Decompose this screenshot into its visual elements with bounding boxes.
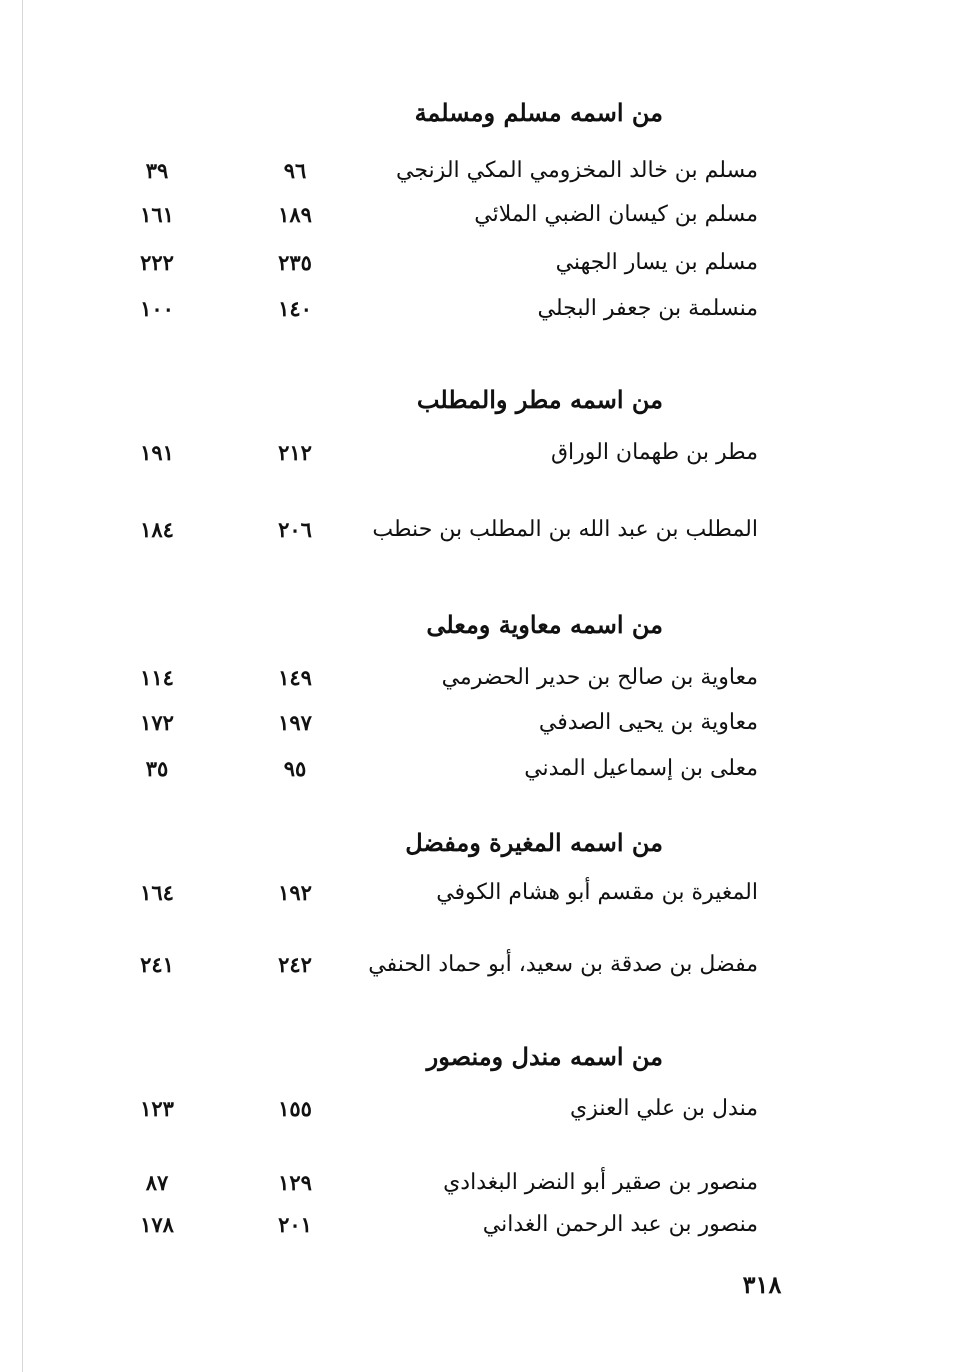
section-heading: من اسمه مندل ومنصور [426, 1042, 663, 1071]
section-heading: من اسمه معاوية ومعلى [426, 610, 663, 639]
entry-name: منسلمة بن جعفر البجلي [537, 296, 758, 321]
entry-name: معلى بن إسماعيل المدني [524, 756, 758, 781]
section-heading: من اسمه مطر والمطلب [416, 385, 663, 414]
index-entry [0, 440, 953, 474]
entry-name: منصور بن عبد الرحمن الغداني [482, 1212, 758, 1237]
entry-ref-primary: ٢٤٢ [278, 952, 312, 977]
entry-name: مسلم بن يسار الجهني [555, 250, 758, 275]
entry-name: مطر بن طهمان الوراق [550, 440, 758, 465]
entry-name: مفضل بن صدقة بن سعيد، أبو حماد الحنفي [368, 952, 758, 977]
entry-ref-secondary: ١١٤ [140, 665, 174, 690]
index-entry [0, 952, 953, 986]
entry-ref-secondary: ١٨٤ [140, 517, 174, 542]
index-entry [0, 756, 953, 790]
entry-ref-secondary: ١٩١ [140, 440, 174, 465]
entry-ref-secondary: ٣٥ [145, 756, 169, 781]
entry-ref-secondary: ١٠٠ [140, 296, 174, 321]
entry-ref-primary: ٢٠٦ [278, 517, 312, 542]
entry-name: مسلم بن خالد المخزومي المكي الزنجي [396, 158, 758, 183]
index-entry [0, 665, 953, 699]
entry-ref-primary: ٢٠١ [278, 1212, 312, 1237]
entry-ref-primary: ١٩٢ [278, 880, 312, 905]
index-entry [0, 1096, 953, 1130]
entry-ref-secondary: ٢٤١ [140, 952, 174, 977]
entry-ref-secondary: ١٧٨ [140, 1212, 174, 1237]
index-entry [0, 880, 953, 914]
index-entry [0, 710, 953, 744]
entry-ref-primary: ٩٦ [283, 158, 307, 183]
entry-ref-primary: ١٥٥ [278, 1096, 312, 1121]
entry-name: مسلم بن كيسان الضبي الملائي [474, 202, 758, 227]
entry-name: معاوية بن يحيى الصدفي [538, 710, 758, 735]
page-number: ٣١٨ [742, 1270, 782, 1299]
index-entry [0, 1212, 953, 1246]
entry-ref-secondary: ١٦١ [140, 202, 174, 227]
entry-ref-primary: ١٤٠ [278, 296, 312, 321]
entry-ref-primary: ٩٥ [283, 756, 307, 781]
index-entry [0, 202, 953, 236]
entry-name: المغيرة بن مقسم أبو هشام الكوفي [436, 880, 758, 905]
index-entry [0, 517, 953, 551]
entry-ref-secondary: ١٢٣ [140, 1096, 174, 1121]
entry-name: مندل بن علي العنزي [570, 1096, 758, 1121]
index-entry [0, 1170, 953, 1204]
entry-name: معاوية بن صالح بن حدير الحضرمي [441, 665, 758, 690]
entry-name: منصور بن صقير أبو النضر البغدادي [443, 1170, 758, 1195]
entry-ref-secondary: ١٦٤ [140, 880, 174, 905]
section-heading: من اسمه المغيرة ومفضل [405, 828, 663, 857]
index-entry [0, 296, 953, 330]
entry-ref-secondary: ١٧٢ [140, 710, 174, 735]
entry-ref-primary: ١٤٩ [278, 665, 312, 690]
index-entry [0, 250, 953, 284]
entry-ref-primary: ١٢٩ [278, 1170, 312, 1195]
entry-ref-primary: ١٩٧ [278, 710, 312, 735]
entry-name: المطلب بن عبد الله بن المطلب بن حنطب [372, 517, 758, 542]
entry-ref-secondary: ٢٢٢ [140, 250, 174, 275]
entry-ref-secondary: ٨٧ [145, 1170, 169, 1195]
entry-ref-secondary: ٣٩ [145, 158, 169, 183]
section-heading: من اسمه مسلم ومسلمة [414, 98, 663, 127]
index-entry [0, 158, 953, 192]
entry-ref-primary: ٢٣٥ [278, 250, 312, 275]
entry-ref-primary: ٢١٢ [278, 440, 312, 465]
entry-ref-primary: ١٨٩ [278, 202, 312, 227]
